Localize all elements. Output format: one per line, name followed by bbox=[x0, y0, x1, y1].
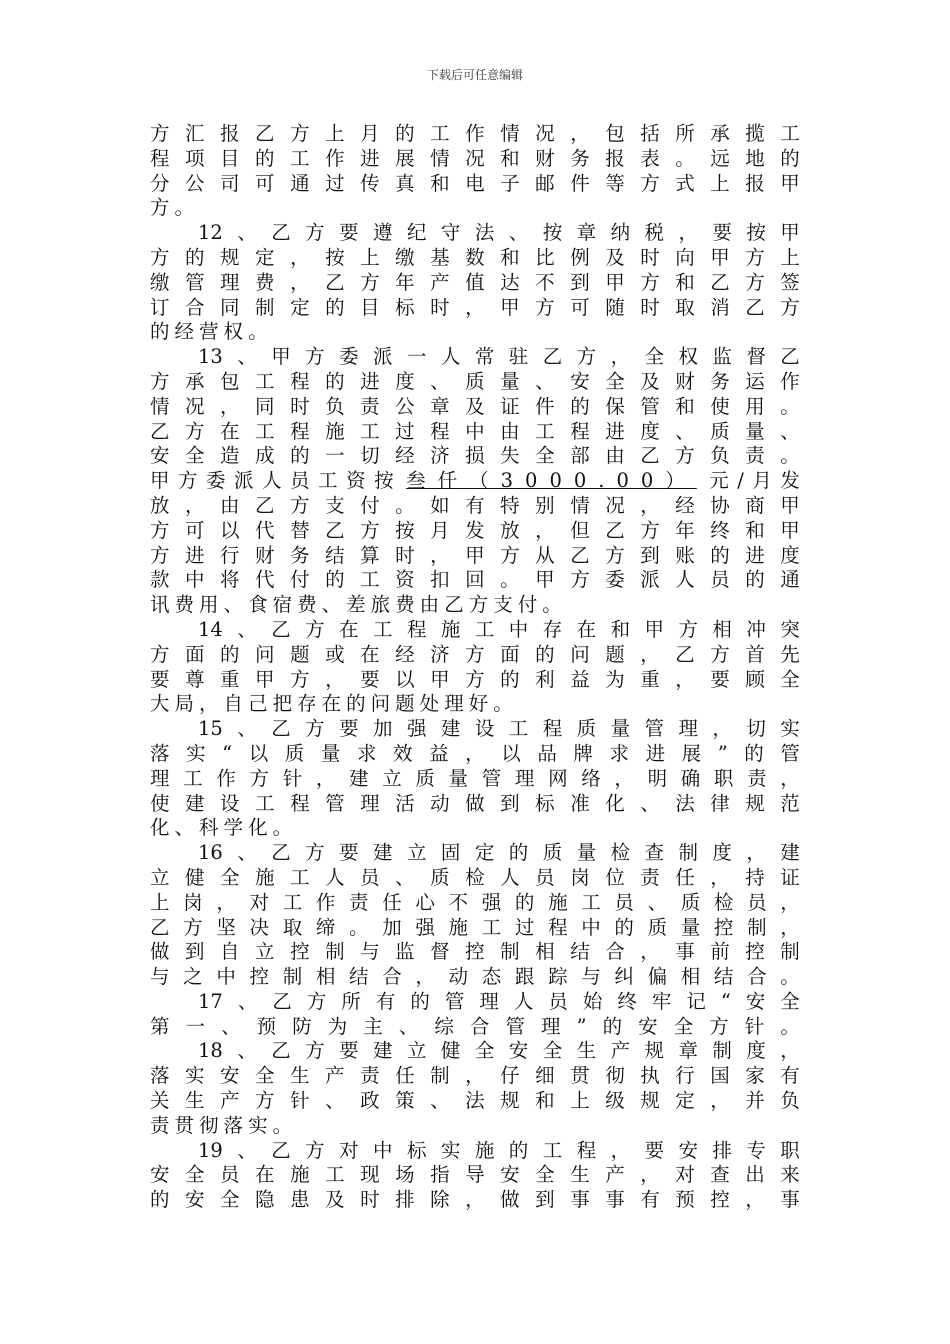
salary-amount: 叁仟（3000.00） bbox=[406, 469, 697, 493]
text-line: 方 。 bbox=[150, 196, 195, 220]
text-line: 程 项 目 的 工 作 进 展 情 况 和 财 务 报 表 。 远 地 的 bbox=[150, 146, 800, 170]
text-line: 14 、 乙 方 在 工 程 施 工 中 存 在 和 甲 方 相 冲 突 bbox=[198, 617, 800, 641]
text-line: 方 进 行 财 务 结 算 时 ， 甲 方 从 乙 方 到 账 的 进 度 bbox=[150, 543, 800, 567]
text-line: 分 公 司 可 通 过 传 真 和 电 子 邮 件 等 方 式 上 报 甲 bbox=[150, 171, 800, 195]
text-line: 缴 管 理 费 ， 乙 方 年 产 值 达 不 到 甲 方 和 乙 方 签 bbox=[150, 270, 800, 294]
text-line: 安 全 员 在 施 工 现 场 指 导 安 全 生 产 ， 对 查 出 来 bbox=[150, 1163, 800, 1187]
text-line: 落 实 安 全 生 产 责 任 制 ， 仔 细 贯 彻 执 行 国 家 有 bbox=[150, 1064, 800, 1088]
text-line: 责 贯 彻 落 实 。 bbox=[150, 1113, 293, 1137]
text-line: 15 、 乙 方 要 加 强 建 设 工 程 质 量 管 理 ， 切 实 bbox=[198, 717, 800, 741]
text-line: 方 承 包 工 程 的 进 度 、 质 量 、 安 全 及 财 务 运 作 bbox=[150, 369, 800, 393]
text-line: 19 、 乙 方 对 中 标 实 施 的 工 程 ， 要 安 排 专 职 bbox=[198, 1138, 800, 1162]
text-line: 的 经 营 权 。 bbox=[150, 320, 268, 344]
text-line: 落 实 “ 以 质 量 求 效 益 ， 以 品 牌 求 进 展 ” 的 管 bbox=[150, 741, 800, 765]
text-line: 讯 费 用 、 食 宿 费 、 差 旅 费 由 乙 方 支 付 。 bbox=[150, 593, 562, 617]
text-line: 情 况 ， 同 时 负 责 公 章 及 证 件 的 保 管 和 使 用 。 bbox=[150, 394, 800, 418]
text-line: 方 汇 报 乙 方 上 月 的 工 作 情 况 ， 包 括 所 承 揽 工 bbox=[150, 122, 800, 145]
text-line: 方 可 以 代 替 乙 方 按 月 发 放 ， 但 乙 方 年 终 和 甲 bbox=[150, 518, 800, 542]
text-line: 方 的 规 定 ， 按 上 缴 基 数 和 比 例 及 时 向 甲 方 上 bbox=[150, 245, 800, 269]
text-line: 乙 方 在 工 程 施 工 过 程 中 由 工 程 进 度 、 质 量 、 bbox=[150, 419, 800, 443]
text-line: 的 安 全 隐 患 及 时 排 除 ， 做 到 事 事 有 预 控 ， 事 bbox=[150, 1188, 800, 1212]
text-line: 16 、 乙 方 要 建 立 固 定 的 质 量 检 查 制 度 ， 建 bbox=[198, 841, 800, 865]
text-line: 甲 方 委 派 人 员 工 资 按 叁仟（3000.00） 元 / 月 发 bbox=[150, 469, 800, 493]
text-line: 13 、 甲 方 委 派 一 人 常 驻 乙 方 ， 全 权 监 督 乙 bbox=[198, 345, 800, 369]
document-body bbox=[150, 122, 800, 1213]
text-line: 12 、 乙 方 要 遵 纪 守 法 、 按 章 纳 税 ， 要 按 甲 bbox=[198, 221, 800, 245]
text-line: 化 、 科 学 化 。 bbox=[150, 816, 293, 840]
text-line: 方 面 的 问 题 或 在 经 济 方 面 的 问 题 ， 乙 方 首 先 bbox=[150, 642, 800, 666]
text-line: 上 岗 ， 对 工 作 责 任 心 不 强 的 施 工 员 、 质 检 员 ， bbox=[150, 890, 800, 914]
text-line: 理 工 作 方 针 ， 建 立 质 量 管 理 网 络 ， 明 确 职 责 ， bbox=[150, 766, 800, 790]
text-line: 订 合 同 制 定 的 目 标 时 ， 甲 方 可 随 时 取 消 乙 方 bbox=[150, 295, 800, 319]
text-line: 乙 方 坚 决 取 缔 。 加 强 施 工 过 程 中 的 质 量 控 制 ， bbox=[150, 915, 800, 939]
text-line: 与 之 中 控 制 相 结 合 ， 动 态 跟 踪 与 纠 偏 相 结 合 。 bbox=[150, 965, 800, 989]
text-line: 关 生 产 方 针 、 政 策 、 法 规 和 上 级 规 定 ， 并 负 bbox=[150, 1089, 800, 1113]
text-line: 使 建 设 工 程 管 理 活 动 做 到 标 准 化 、 法 律 规 范 bbox=[150, 791, 800, 815]
text-line: 安 全 造 成 的 一 切 经 济 损 失 全 部 由 乙 方 负 责 。 bbox=[150, 444, 800, 468]
text-line: 放 ， 由 乙 方 支 付 。 如 有 特 别 情 况 ， 经 协 商 甲 bbox=[150, 493, 800, 517]
text-line: 第 一 、 预 防 为 主 、 综 合 管 理 ” 的 安 全 方 针 。 bbox=[150, 1014, 800, 1038]
text-line: 立 健 全 施 工 人 员 、 质 检 人 员 岗 位 责 任 ， 持 证 bbox=[150, 865, 800, 889]
page-header: 下载后可任意编辑 bbox=[426, 68, 523, 82]
text-line: 大 局 ， 自 己 把 存 在 的 问 题 处 理 好 。 bbox=[150, 692, 513, 716]
text-line: 要 尊 重 甲 方 ， 要 以 甲 方 的 利 益 为 重 ， 要 顾 全 bbox=[150, 667, 800, 691]
text-line: 17 、 乙 方 所 有 的 管 理 人 员 始 终 牢 记 “ 安 全 bbox=[198, 989, 800, 1013]
text-line: 款 中 将 代 付 的 工 资 扣 回 。 甲 方 委 派 人 员 的 通 bbox=[150, 568, 800, 592]
text-line: 18 、 乙 方 要 建 立 健 全 安 全 生 产 规 章 制 度 ， bbox=[198, 1039, 800, 1063]
text-line: 做 到 自 立 控 制 与 监 督 控 制 相 结 合 ， 事 前 控 制 bbox=[150, 940, 800, 964]
